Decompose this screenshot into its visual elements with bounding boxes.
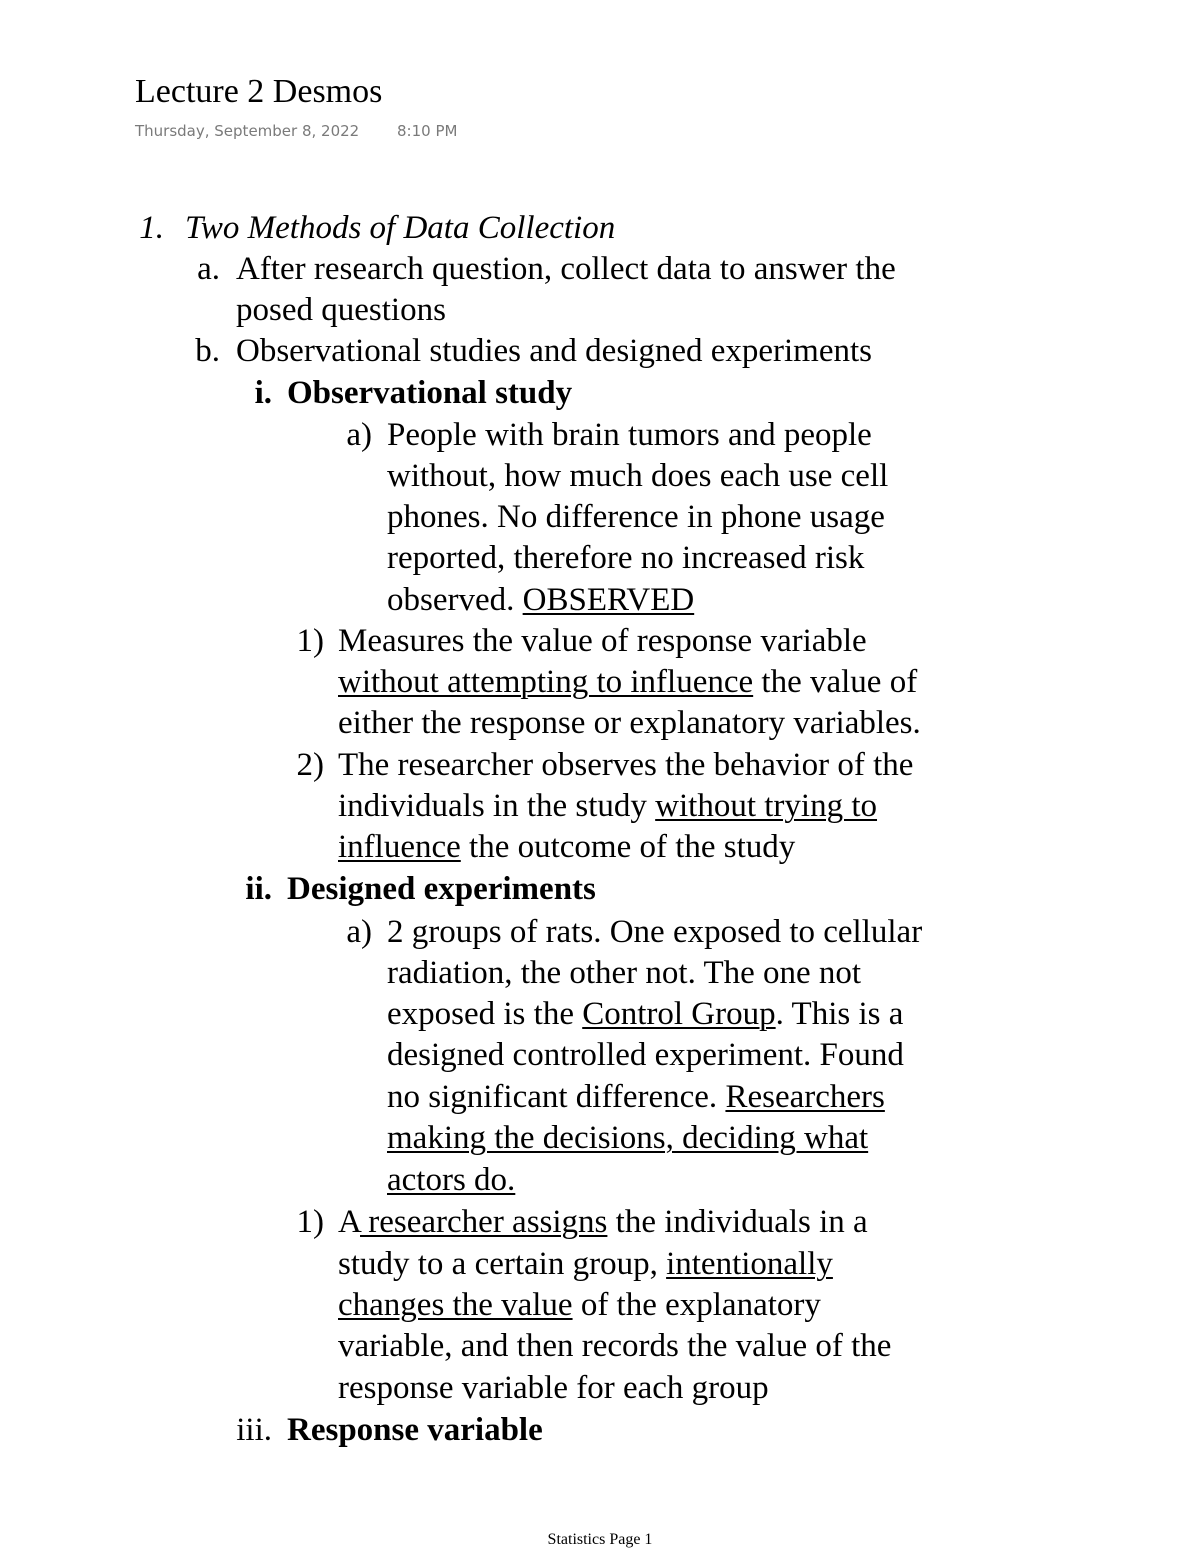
outline-marker-1: 1.: [139, 210, 164, 246]
outline-marker-i: i.: [254, 375, 272, 411]
obs-example-line-3: phones. No difference in phone usage: [387, 499, 885, 535]
outline-marker-i-2: 2): [296, 747, 324, 783]
item-b-text: Observational studies and designed experiments: [236, 333, 873, 369]
exp-example-text-a: exposed is the: [387, 996, 583, 1032]
obs-point2-text: individuals in the study: [338, 788, 656, 824]
section-heading: Two Methods of Data Collection: [185, 210, 616, 246]
exp-point1-line-1: [338, 1202, 868, 1243]
exp-point1-line-4: variable, and then records the value of the: [338, 1328, 892, 1364]
exp-point1-text-d: of the explanatory: [572, 1287, 821, 1323]
exp-example-line-4: designed controlled experiment. Found: [387, 1037, 904, 1073]
exp-example-underlined: Researchers: [725, 1079, 885, 1115]
exp-example-text-c: no significant difference.: [387, 1079, 726, 1115]
obs-point1-line-2: [338, 662, 917, 703]
obs-point2-underlined: without trying to: [655, 788, 878, 824]
observed-keyword: OBSERVED: [522, 582, 695, 618]
obs-point1-text: the value of: [753, 664, 918, 700]
obs-point1-line-3: either the response or explanatory variables.: [338, 705, 921, 741]
obs-example-line-2: without, how much does each use cell: [387, 458, 889, 494]
exp-example-line-5: [387, 1077, 885, 1118]
exp-point1-line-5: response variable for each group: [338, 1370, 769, 1406]
obs-example-line-5: [387, 580, 694, 621]
outline-marker-a: a.: [197, 251, 220, 287]
obs-example-text: observed.: [387, 582, 523, 618]
exp-point1-underlined-2: intentionally: [666, 1246, 833, 1282]
obs-point2-underlined-2: influence: [338, 829, 461, 865]
outline-marker-b: b.: [195, 333, 220, 369]
exp-example-line-1: 2 groups of rats. One exposed to cellular: [387, 914, 923, 950]
exp-example-line-6: making the decisions, deciding what: [387, 1120, 869, 1156]
obs-point2-line-1: The researcher observes the behavior of the: [338, 747, 914, 783]
obs-point1-line-1: Measures the value of response variable: [338, 623, 867, 659]
exp-point1-text-c: study to a certain group,: [338, 1246, 667, 1282]
obs-example-line-1: People with brain tumors and people: [387, 417, 872, 453]
response-variable-heading: Response variable: [287, 1412, 543, 1448]
exp-point1-line-3: [338, 1285, 821, 1326]
outline-marker-iii: iii.: [236, 1412, 272, 1448]
exp-example-text-b: . This is a: [775, 996, 904, 1032]
exp-point1-underlined: researcher assigns: [360, 1204, 608, 1240]
exp-point1-text-a: A: [338, 1204, 361, 1240]
obs-point2-line-2: [338, 786, 877, 827]
exp-example-line-7: actors do.: [387, 1162, 516, 1198]
outline-marker-ii: ii.: [245, 871, 272, 907]
observational-study-heading: Observational study: [287, 375, 573, 411]
outline-marker-ii-a: a): [346, 914, 372, 950]
control-group-term: Control Group: [582, 996, 776, 1032]
page-date: Thursday, September 8, 2022: [135, 122, 360, 140]
designed-experiments-heading: Designed experiments: [287, 871, 596, 907]
outline-marker-i-1: 1): [296, 623, 324, 659]
obs-example-line-4: reported, therefore no increased risk: [387, 540, 865, 576]
outline-marker-i-a: a): [346, 417, 372, 453]
obs-point2-text-2: the outcome of the study: [460, 829, 796, 865]
exp-example-line-2: radiation, the other not. The one not: [387, 955, 862, 991]
obs-point1-underlined: without attempting to influence: [338, 664, 754, 700]
exp-point1-underlined-3: changes the value: [338, 1287, 573, 1323]
page-title: Lecture 2 Desmos: [135, 73, 383, 110]
obs-point2-line-3: [338, 827, 795, 868]
exp-point1-text-b: the individuals in a: [607, 1204, 868, 1240]
page-footer: Statistics Page 1: [547, 1531, 653, 1548]
page-time: 8:10 PM: [397, 122, 458, 140]
exp-example-line-3: [387, 994, 903, 1035]
item-a-line-1: After research question, collect data to answer the: [236, 251, 896, 287]
item-a-line-2: posed questions: [236, 292, 446, 328]
outline-marker-ii-1: 1): [296, 1204, 324, 1240]
exp-point1-line-2: [338, 1244, 833, 1285]
